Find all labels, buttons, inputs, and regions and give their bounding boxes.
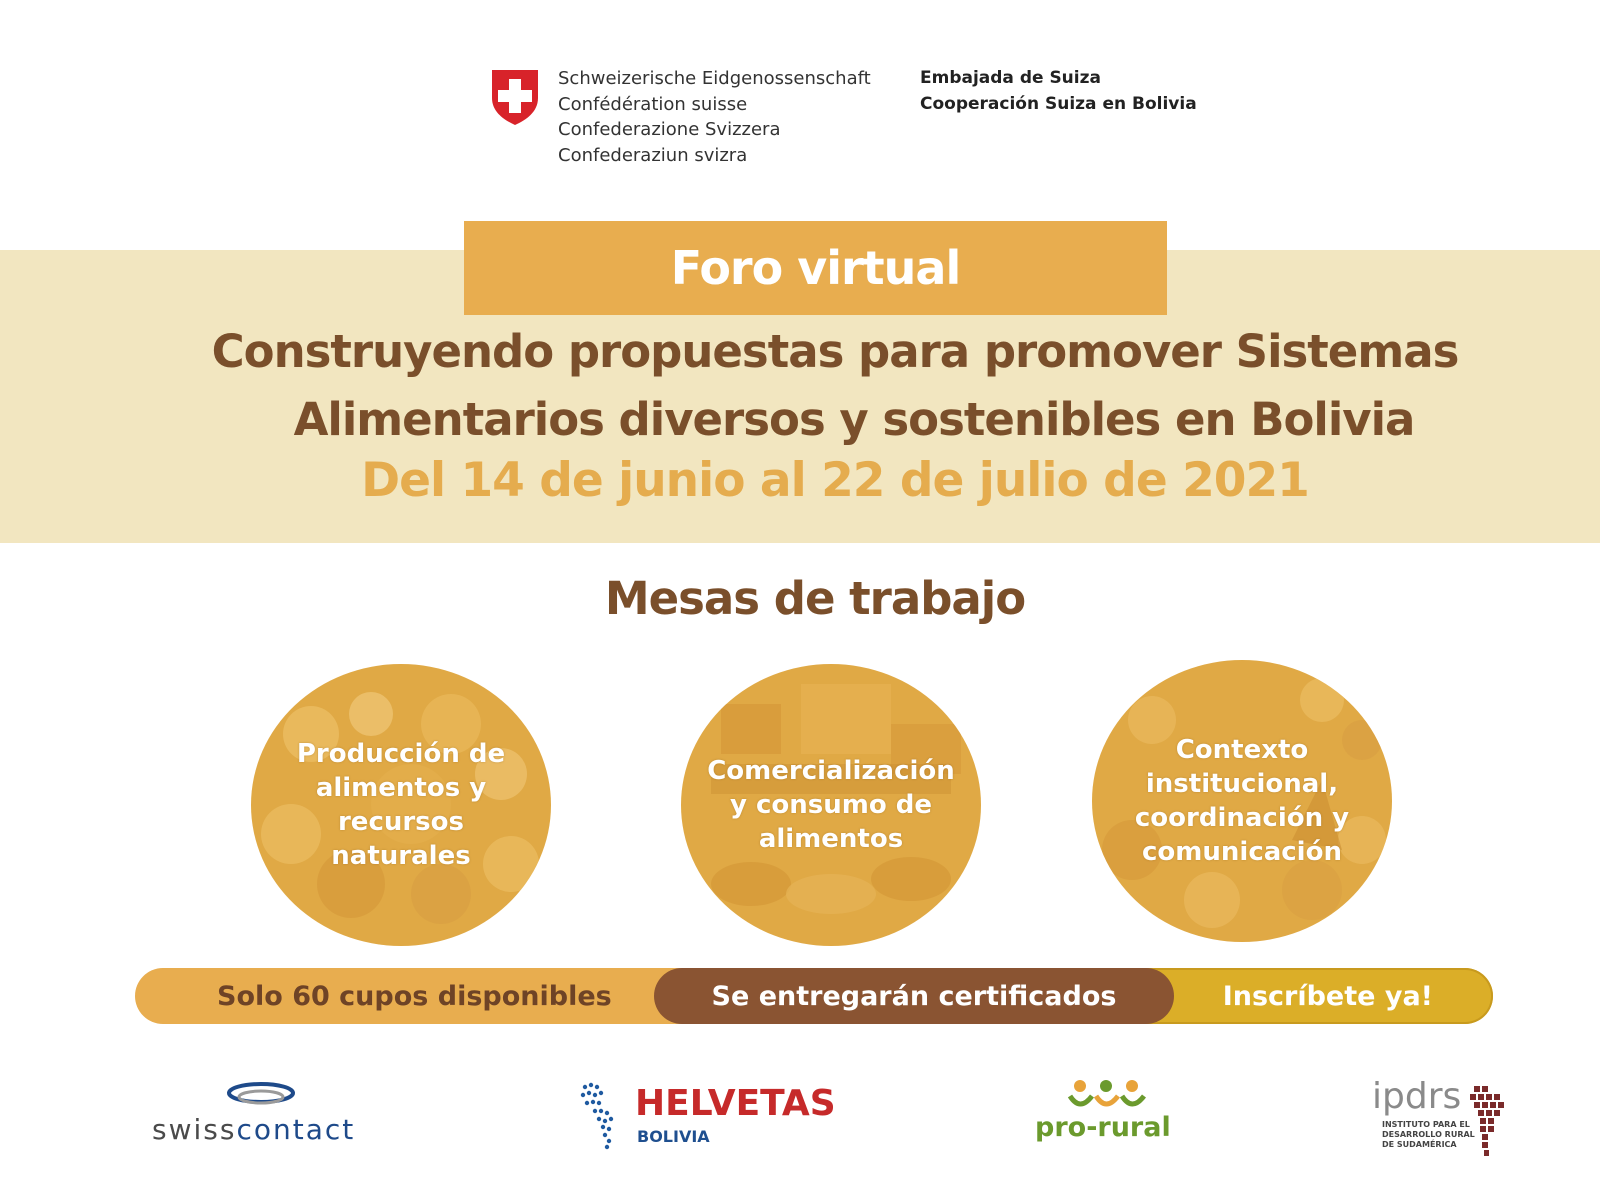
helvetas-title: HELVETAS (635, 1083, 836, 1124)
swisscontact-part1: swiss (152, 1113, 237, 1146)
working-table-production (251, 664, 551, 946)
working-table-label: Contexto institucional, coordinación y comunicación (1134, 735, 1350, 867)
south-america-map-icon (1464, 1082, 1510, 1162)
ipdrs-logo (1372, 1078, 1512, 1163)
working-table-label: Producción de alimentos y recursos naturales (296, 739, 506, 871)
ipdrs-subtitle: INSTITUTO PARA EL DESARROLLO RURAL DE SUDAMÉRICA (1382, 1120, 1475, 1149)
swisscontact-swirl-icon (226, 1082, 296, 1108)
register-now-button[interactable]: Inscríbete ya! (1145, 968, 1493, 1024)
working-table-commerce (681, 664, 981, 946)
swisscontact-wordmark (152, 1113, 355, 1146)
seats-available-segment: Solo 60 cupos disponibles (135, 968, 695, 1024)
header (0, 60, 1600, 180)
confederation-line: Confédération suisse (558, 93, 748, 115)
people-figures-icon (1066, 1078, 1146, 1114)
swiss-flag-icon (488, 68, 542, 126)
swisscontact-part2: contact (236, 1113, 356, 1146)
confederation-line: Schweizerische Eidgenossenschaft (558, 68, 871, 89)
prorural-title: pro-rural (1035, 1112, 1171, 1143)
event-dates: Del 14 de junio al 22 de julio de 2021 (361, 453, 1309, 508)
swisscontact-logo (150, 1080, 370, 1150)
prorural-logo (1030, 1078, 1180, 1163)
globe-dots-icon (575, 1075, 635, 1155)
embassy-line: Cooperación Suiza en Bolivia (920, 93, 1197, 114)
section-title: Mesas de trabajo (604, 572, 1026, 625)
helvetas-logo (575, 1075, 835, 1155)
confederation-line: Confederazione Svizzera (558, 119, 781, 140)
title-line-1: Construyendo propuestas para promover Sistemas (211, 325, 1459, 378)
confederation-line: Confederaziun svizra (558, 144, 748, 166)
certificates-segment: Se entregarán certificados (654, 968, 1174, 1024)
embassy-names (920, 66, 1197, 117)
badge-label: Foro virtual (670, 241, 961, 295)
ipdrs-title: ipdrs (1372, 1076, 1462, 1117)
working-table-label: Comercialización y consumo de alimentos (707, 756, 955, 854)
title-line-2: Alimentarios diversos y sostenibles en Bolivia (293, 393, 1415, 446)
confederation-names (558, 66, 871, 168)
embassy-line: Embajada de Suiza (920, 68, 1101, 88)
helvetas-subtitle: BOLIVIA (637, 1127, 710, 1146)
working-table-institutional (1092, 660, 1392, 942)
